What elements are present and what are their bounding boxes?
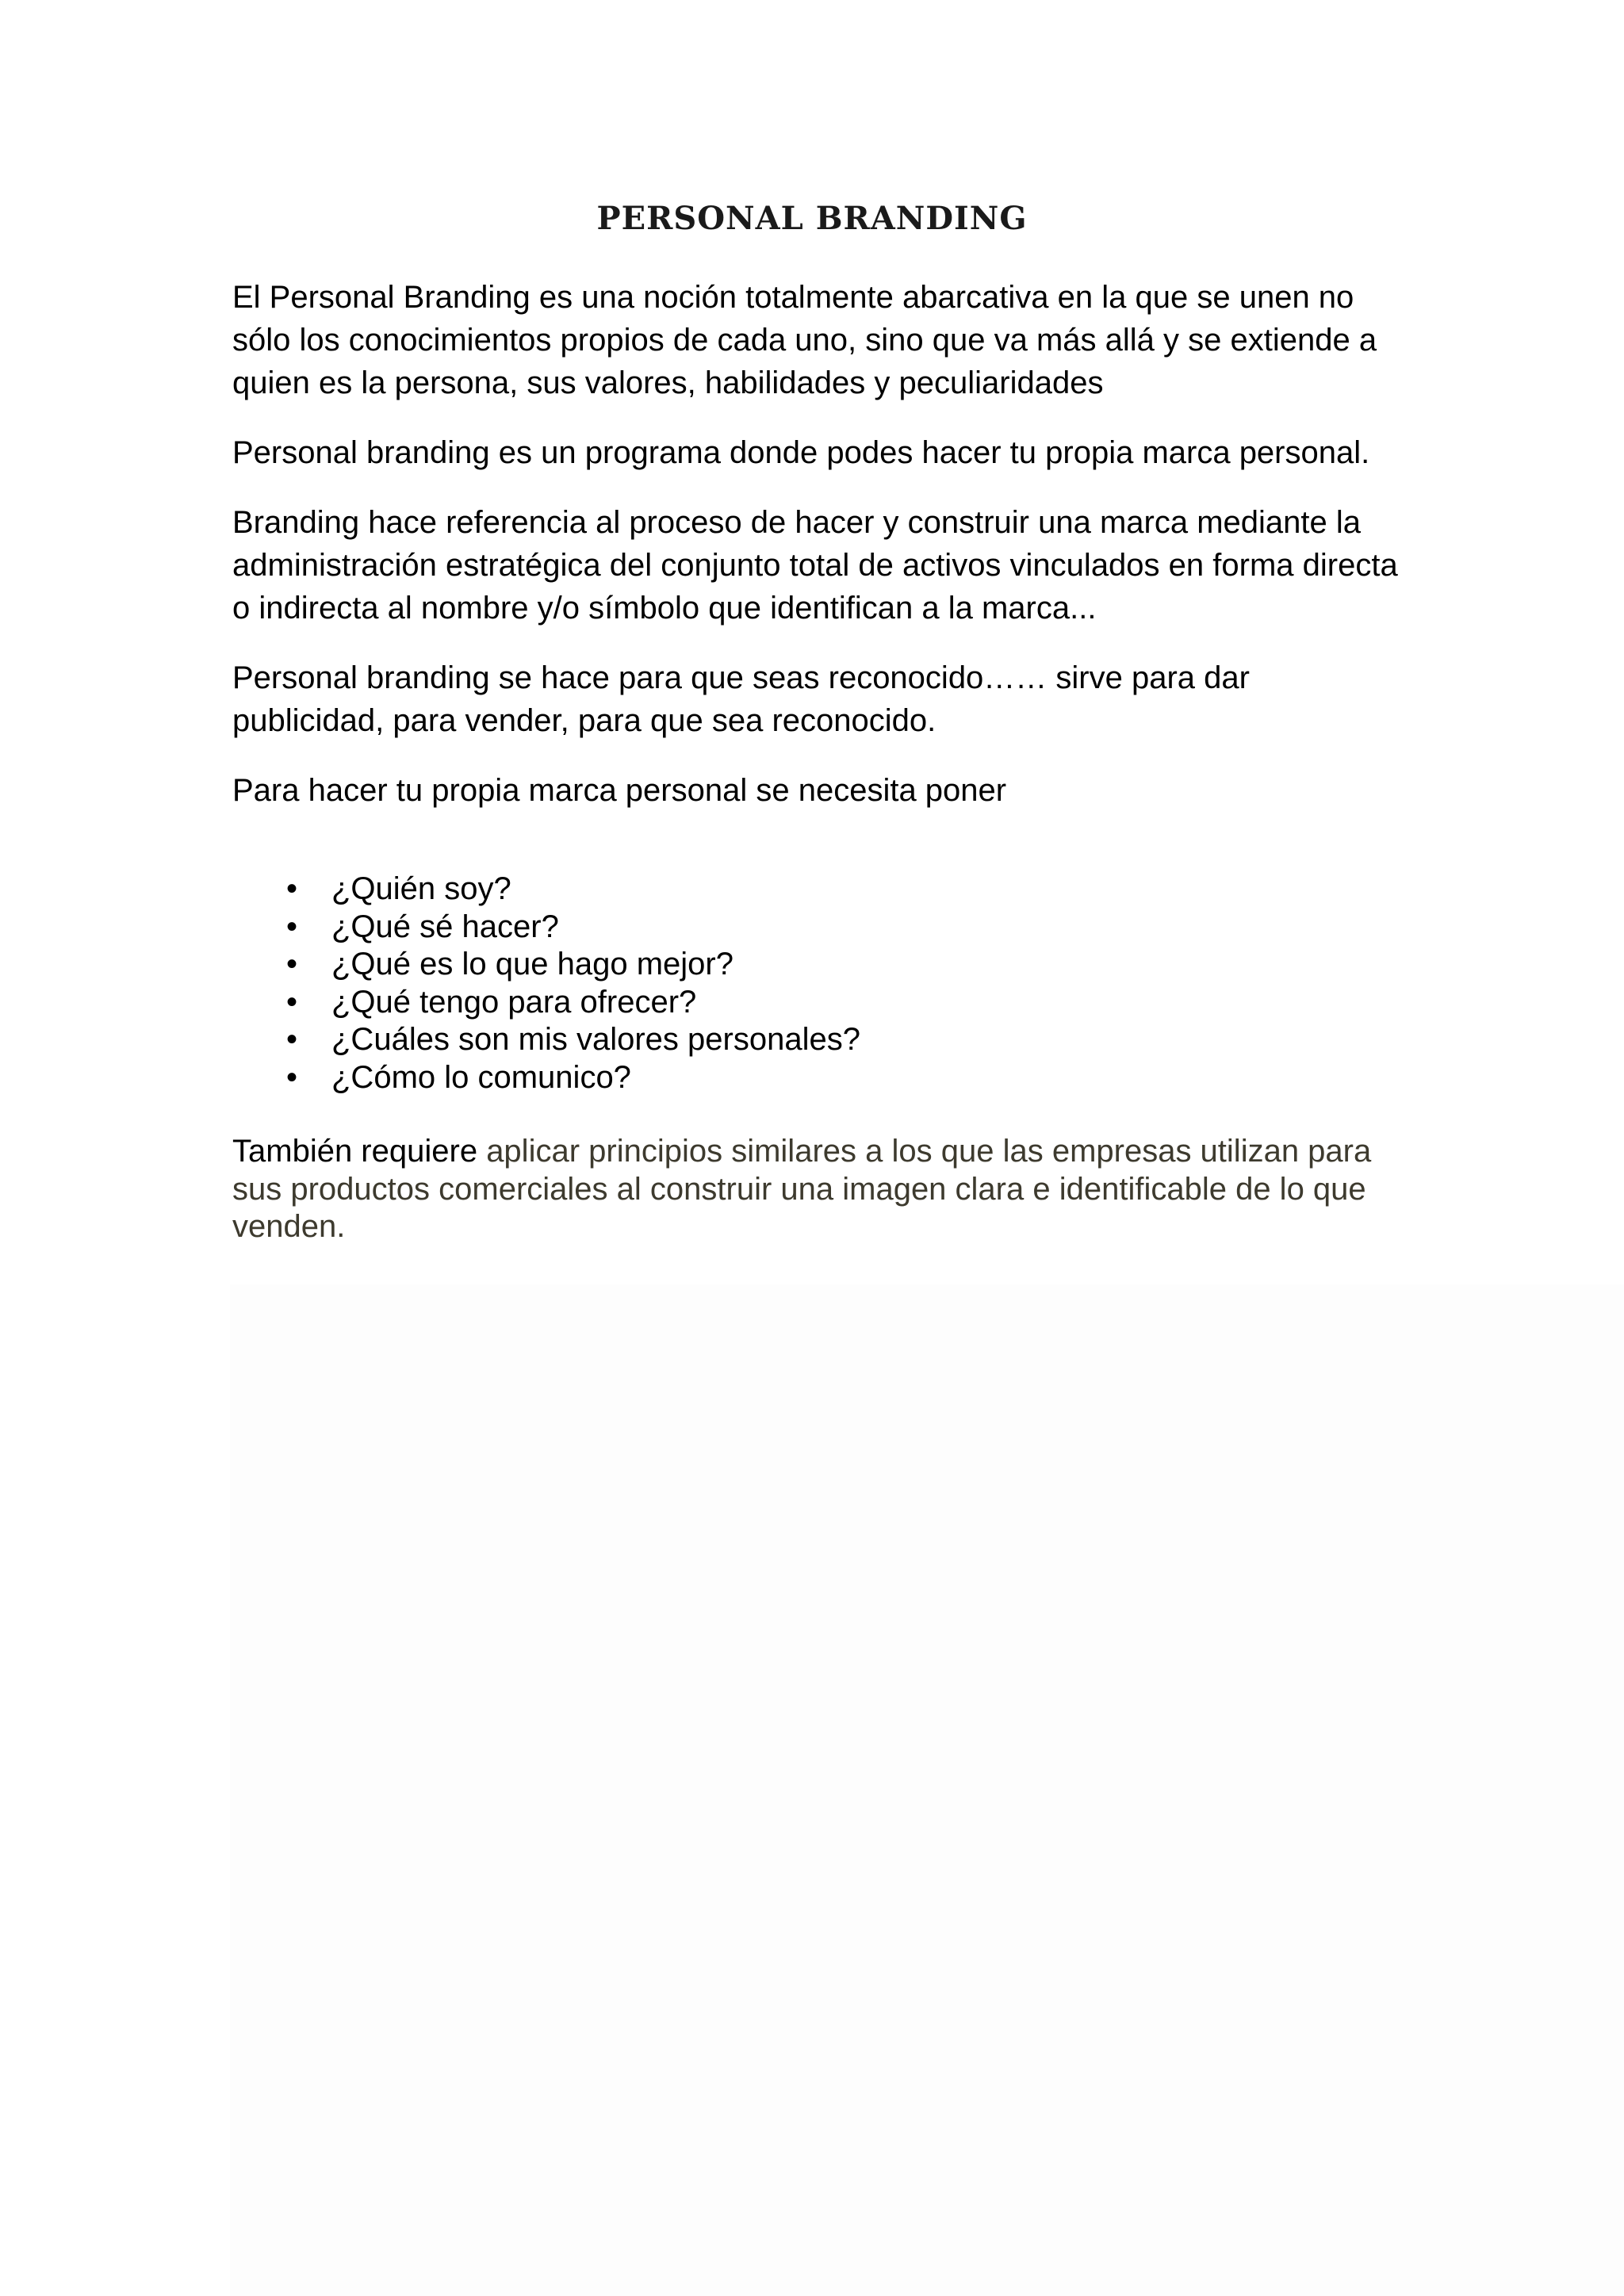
list-item bbox=[232, 1059, 1406, 1097]
list-item-text: ¿Cuáles son mis valores personales? bbox=[331, 1022, 860, 1057]
paragraph-closing bbox=[232, 1133, 1406, 1246]
document-body bbox=[232, 276, 1406, 1278]
bullet-icon: • bbox=[285, 909, 297, 944]
paragraph-definition: El Personal Branding es una noción totalmente abarcativa en la que se unen no sólo los conocimientos propios de cada uno, sino que va más allá y se extiende a quien es la persona, sus valores, habilidades y peculiaridades bbox=[232, 280, 1377, 400]
list-item-text: ¿Qué sé hacer? bbox=[331, 909, 559, 944]
closing-rest: aplicar principios similares a los que las empresas utilizan para sus productos comerciales al construir una imagen clara e identificable de lo que venden. bbox=[232, 1134, 1372, 1244]
list-item-text: ¿Qué es lo que hago mejor? bbox=[331, 947, 733, 982]
list-item bbox=[232, 946, 1406, 984]
question-list bbox=[232, 871, 1406, 1096]
list-item bbox=[232, 984, 1406, 1022]
list-item bbox=[232, 909, 1406, 947]
bullet-icon: • bbox=[285, 1022, 297, 1057]
bullet-icon: • bbox=[285, 984, 297, 1020]
bullet-icon: • bbox=[285, 947, 297, 982]
list-item-text: ¿Qué tengo para ofrecer? bbox=[331, 984, 697, 1020]
paragraph-list-intro: Para hacer tu propia marca personal se necesita poner bbox=[232, 773, 1007, 808]
page-shading bbox=[230, 1284, 1624, 2296]
list-item-text: ¿Quién soy? bbox=[331, 871, 511, 906]
closing-lead: También requiere bbox=[232, 1134, 487, 1169]
list-item bbox=[232, 871, 1406, 909]
list-item bbox=[232, 1021, 1406, 1059]
paragraph-program: Personal branding es un programa donde podes hacer tu propia marca personal. bbox=[232, 435, 1370, 470]
list-item-text: ¿Cómo lo comunico? bbox=[331, 1059, 631, 1095]
document-title: PERSONAL BRANDING bbox=[596, 200, 1028, 237]
bullet-icon: • bbox=[285, 1059, 297, 1095]
paragraph-purpose: Personal branding se hace para que seas reconocido…… sirve para dar publicidad, para vender, para que sea reconocido. bbox=[232, 660, 1250, 738]
bullet-icon: • bbox=[285, 871, 297, 906]
paragraph-branding: Branding hace referencia al proceso de hacer y construir una marca mediante la administración estratégica del conjunto total de activos vinculados en forma directa o indirecta al nombre y/o símbolo que identifican a la marca... bbox=[232, 505, 1398, 626]
